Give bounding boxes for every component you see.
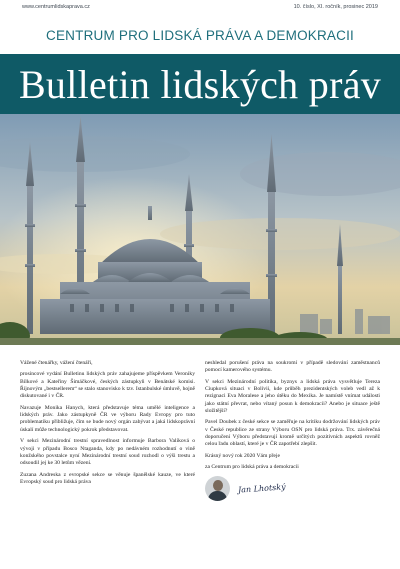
greeting: Vážené čtenářky, vážení čtenáři, <box>20 360 93 366</box>
new-year-wish: Krásný nový rok 2020 Vám přeje <box>205 452 280 459</box>
issue-info: 10. číslo, XI. ročník, prosinec 2019 <box>293 4 378 10</box>
author-avatar <box>205 476 230 501</box>
paragraph: Zuzana Andreska z evropské sekce se věnuje španělské kauze, ve které Evropský soud pro lidská práva <box>20 471 195 485</box>
column-right <box>205 360 380 501</box>
paragraph: V sekci Mezinárodní trestní spravedlnost informuje Barbora Valíková o vývoji v případu Bosco Ntaganda, kdy po nedávném rozhodnutí o vině konžského povstalce nyní Mezinárodní trestní soud rozhodl o výši trestu a odsoudil jej ke 30 letům vězení. <box>20 438 195 467</box>
mosque-photo <box>0 114 400 345</box>
paragraph: neshledal porušení práva na soukromí v případě sledování zaměstnanců pomocí kamerového systému. <box>205 360 380 374</box>
title-band <box>0 54 400 114</box>
bulletin-title: Bulletin lidských práv <box>18 61 382 107</box>
website-link[interactable]: www.centrumlidskaprava.cz <box>22 4 90 10</box>
paragraph: V sekci Mezinárodní politika, byznys a lidská práva vysvětluje Tereza Ciupková situaci v Bolívii, kde průběh prezidentských voleb vedl až k rezignaci Eva Moralese a jeho útěku do Mexika. Je namístě vnímat události jako státní převrat, nebo vítaný posun k demokracii? Anebo je situace ještě složitější? <box>205 378 380 414</box>
editorial-text <box>20 360 380 501</box>
organization-name: CENTRUM PRO LIDSKÁ PRÁVA A DEMOKRACII <box>46 28 354 43</box>
paragraph: Pavel Doubek z české sekce se zaměřuje na kritiku dodržování lidských práv v České republice ze strany Výboru OSN pro lidská práva. Trx. závěrečná doporučení Výboru představují kromě určitých pozitivních aspektů rovněž celou řadu oblastí, které je v ČR zapotřebí zlepšit. <box>205 419 380 448</box>
signature-block <box>205 476 380 501</box>
paragraph: prosincové vydání Bulletinu lidských práv zahajujeme příspěvkem Veroniky Bílkové a Kateřiny Šimáčkové, českých zástupkyň v Benátské komisi. Říjnovým „bestsellerem“ se stalo stanovisko k tzv. Istanbulské úmluvě, hojně diskutované i v ČR. <box>20 371 195 400</box>
column-left <box>20 360 195 501</box>
signature: Jan Lhotský <box>237 481 286 495</box>
paragraph: Navazuje Monika Hanych, která představuje téma umělé inteligence a lidských práv. Jako zástupkyně ČR ve výboru Rady Evropy pro tuto problematiku přibližuje, čím se bude nový orgán zabývat a jaká lidskoprávní úskalí může technologický pokrok představovat. <box>20 404 195 433</box>
sign-off: za Centrum pro lidská práva a demokracii <box>205 464 299 471</box>
top-bar <box>0 0 400 14</box>
cover-photo <box>0 114 400 345</box>
